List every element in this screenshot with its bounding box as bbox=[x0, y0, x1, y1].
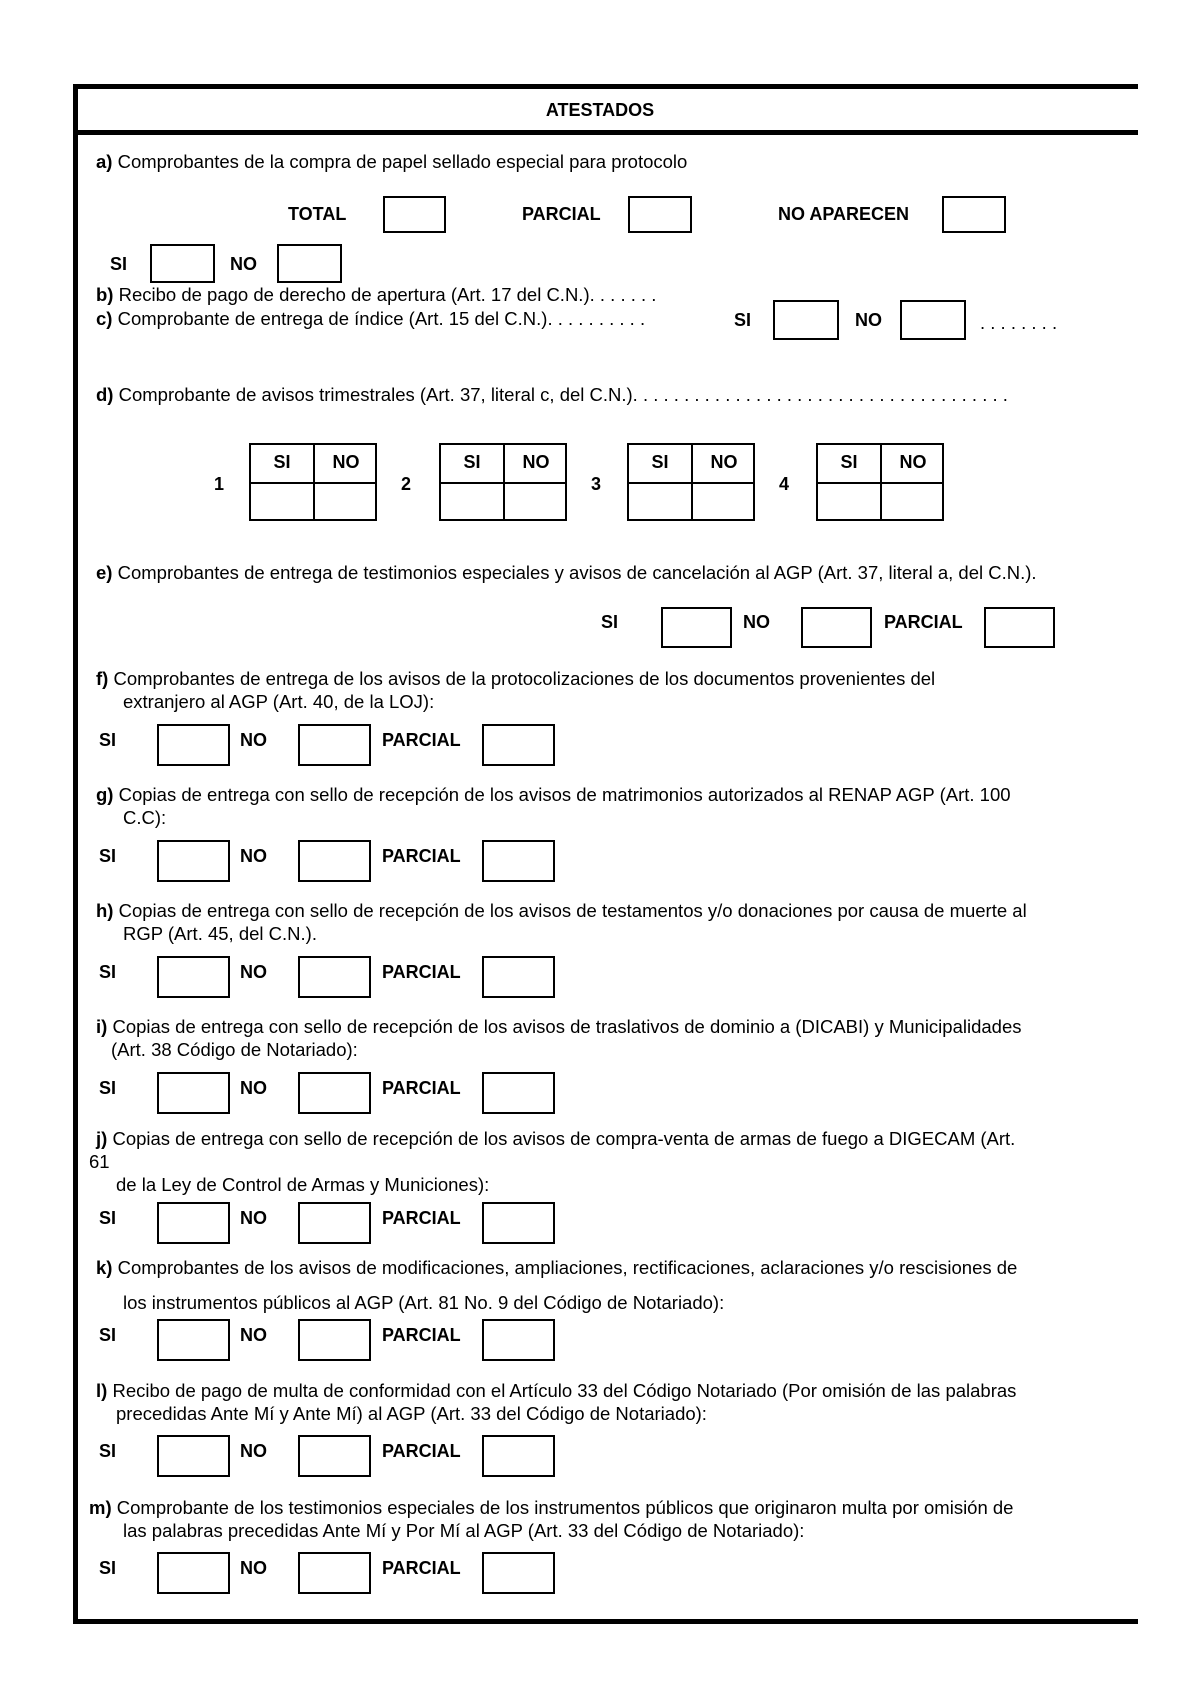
item-i-line2: (Art. 38 Código de Notariado): bbox=[111, 1039, 358, 1060]
no-checkbox[interactable] bbox=[298, 1435, 371, 1477]
si-label: SI bbox=[99, 1208, 117, 1228]
item-h-line2: RGP (Art. 45, del C.N.). bbox=[123, 923, 317, 944]
parcial-checkbox[interactable] bbox=[482, 1435, 555, 1477]
si-label: SI bbox=[99, 846, 117, 866]
si-label: SI bbox=[601, 612, 619, 632]
no-label: NO bbox=[240, 1558, 267, 1578]
parcial-checkbox[interactable] bbox=[482, 956, 555, 998]
item-f: f) Comprobantes de entrega de los avisos de la protocolizaciones de los documentos provenientes del bbox=[96, 668, 936, 689]
no-checkbox[interactable] bbox=[298, 840, 371, 882]
parcial-label: PARCIAL bbox=[382, 1208, 461, 1228]
si-checkbox[interactable] bbox=[773, 300, 839, 340]
quarter-number: 3 bbox=[591, 474, 602, 494]
no-checkbox[interactable] bbox=[801, 607, 872, 648]
page-title: ATESTADOS bbox=[545, 100, 655, 120]
parcial-label: PARCIAL bbox=[884, 612, 963, 632]
no-aparecen-label: NO APARECEN bbox=[778, 204, 910, 224]
no-checkbox[interactable] bbox=[298, 724, 371, 766]
item-d: d) Comprobante de avisos trimestrales (Art. 37, literal c, del C.N.). . . . . . . . . . . . . . . . . . . . . . . . . . . . . . . . . . . . . bbox=[96, 384, 1008, 405]
si-checkbox[interactable] bbox=[150, 244, 215, 283]
no-label: NO bbox=[240, 846, 267, 866]
item-h: h) Copias de entrega con sello de recepción de los avisos de testamentos y/o donaciones por causa de muerte al bbox=[96, 900, 1027, 921]
quarter-number: 2 bbox=[401, 474, 412, 494]
si-checkbox[interactable] bbox=[157, 1072, 230, 1114]
item-c: c) Comprobante de entrega de índice (Art. 15 del C.N.). . . . . . . . . . bbox=[96, 308, 646, 329]
item-e: e) Comprobantes de entrega de testimonios especiales y avisos de cancelación al AGP (Art. 37, literal a, del C.N.). bbox=[96, 562, 1037, 583]
parcial-label: PARCIAL bbox=[382, 962, 461, 982]
si-checkbox[interactable] bbox=[157, 1202, 230, 1244]
quarter-grid-4[interactable]: SI NO bbox=[816, 443, 944, 521]
si-checkbox[interactable] bbox=[157, 956, 230, 998]
trailing-dots: . . . . . . . . bbox=[980, 312, 1058, 333]
si-label: SI bbox=[99, 1558, 117, 1578]
si-checkbox[interactable] bbox=[157, 1435, 230, 1477]
quarter-grid-2[interactable]: SI NO bbox=[439, 443, 567, 521]
item-l: l) Recibo de pago de multa de conformidad con el Artículo 33 del Código Notariado (Por omisión de las palabras bbox=[96, 1380, 1017, 1401]
no-checkbox[interactable] bbox=[298, 1552, 371, 1594]
si-label: SI bbox=[99, 962, 117, 982]
parcial-checkbox[interactable] bbox=[482, 1202, 555, 1244]
si-label: SI bbox=[99, 730, 117, 750]
parcial-label: PARCIAL bbox=[382, 1558, 461, 1578]
no-checkbox[interactable] bbox=[298, 1072, 371, 1114]
parcial-checkbox[interactable] bbox=[628, 196, 692, 233]
item-f-line2: extranjero al AGP (Art. 40, de la LOJ): bbox=[123, 691, 435, 712]
no-checkbox[interactable] bbox=[298, 1202, 371, 1244]
item-b: b) Recibo de pago de derecho de apertura (Art. 17 del C.N.). . . . . . . bbox=[96, 284, 657, 305]
no-checkbox[interactable] bbox=[298, 956, 371, 998]
parcial-checkbox[interactable] bbox=[482, 724, 555, 766]
item-m: m) Comprobante de los testimonios especiales de los instrumentos públicos que originaron multa por omisión de bbox=[89, 1497, 1014, 1518]
parcial-label: PARCIAL bbox=[382, 1441, 461, 1461]
item-k: k) Comprobantes de los avisos de modificaciones, ampliaciones, rectificaciones, aclaraciones y/o rescisiones de bbox=[96, 1257, 1018, 1278]
quarter-number: 1 bbox=[214, 474, 225, 494]
item-g: g) Copias de entrega con sello de recepción de los avisos de matrimonios autorizados al RENAP AGP (Art. 100 bbox=[96, 784, 1011, 805]
parcial-label: PARCIAL bbox=[382, 1325, 461, 1345]
si-checkbox[interactable] bbox=[157, 724, 230, 766]
total-label: TOTAL bbox=[288, 204, 347, 224]
item-m-line2: las palabras precedidas Ante Mí y Por Mí al AGP (Art. 33 del Código de Notariado): bbox=[123, 1520, 805, 1541]
item-j-line3: de la Ley de Control de Armas y Municiones): bbox=[116, 1174, 490, 1195]
no-checkbox[interactable] bbox=[277, 244, 342, 283]
no-label: NO bbox=[743, 612, 770, 632]
si-label: SI bbox=[734, 310, 752, 330]
no-label: NO bbox=[240, 1441, 267, 1461]
parcial-checkbox[interactable] bbox=[482, 1552, 555, 1594]
item-j-line2: 61 bbox=[89, 1151, 110, 1172]
no-aparecen-checkbox[interactable] bbox=[942, 196, 1006, 233]
parcial-label: PARCIAL bbox=[522, 204, 601, 224]
no-checkbox[interactable] bbox=[298, 1319, 371, 1361]
si-label: SI bbox=[110, 254, 128, 274]
quarter-number: 4 bbox=[779, 474, 790, 494]
no-label: NO bbox=[240, 962, 267, 982]
parcial-label: PARCIAL bbox=[382, 730, 461, 750]
no-label: NO bbox=[240, 1208, 267, 1228]
no-label: NO bbox=[240, 1325, 267, 1345]
si-checkbox[interactable] bbox=[157, 1552, 230, 1594]
parcial-label: PARCIAL bbox=[382, 846, 461, 866]
si-label: SI bbox=[99, 1441, 117, 1461]
item-l-line2: precedidas Ante Mí y Ante Mí) al AGP (Art. 33 del Código de Notariado): bbox=[116, 1403, 707, 1424]
no-label: NO bbox=[855, 310, 882, 330]
parcial-label: PARCIAL bbox=[382, 1078, 461, 1098]
quarter-grid-3[interactable]: SI NO bbox=[627, 443, 755, 521]
quarter-grid-1[interactable]: SI NO bbox=[249, 443, 377, 521]
parcial-checkbox[interactable] bbox=[984, 607, 1055, 648]
item-i: i) Copias de entrega con sello de recepción de los avisos de traslativos de dominio a (DICABI) y Municipalidades bbox=[96, 1016, 1022, 1037]
no-label: NO bbox=[230, 254, 257, 274]
header-divider bbox=[73, 130, 1138, 135]
item-k-line2: los instrumentos públicos al AGP (Art. 81 No. 9 del Código de Notariado): bbox=[123, 1292, 725, 1313]
si-checkbox[interactable] bbox=[157, 1319, 230, 1361]
parcial-checkbox[interactable] bbox=[482, 1319, 555, 1361]
no-label: NO bbox=[240, 1078, 267, 1098]
total-checkbox[interactable] bbox=[383, 196, 446, 233]
si-checkbox[interactable] bbox=[157, 840, 230, 882]
item-a: a) Comprobantes de la compra de papel sellado especial para protocolo bbox=[96, 151, 688, 172]
item-g-line2: C.C): bbox=[123, 807, 167, 828]
si-label: SI bbox=[99, 1325, 117, 1345]
no-checkbox[interactable] bbox=[900, 300, 966, 340]
parcial-checkbox[interactable] bbox=[482, 840, 555, 882]
no-label: NO bbox=[240, 730, 267, 750]
si-checkbox[interactable] bbox=[661, 607, 732, 648]
parcial-checkbox[interactable] bbox=[482, 1072, 555, 1114]
si-label: SI bbox=[99, 1078, 117, 1098]
item-j: j) Copias de entrega con sello de recepción de los avisos de compra-venta de armas de fuego a DIGECAM (Art. bbox=[96, 1128, 1016, 1149]
